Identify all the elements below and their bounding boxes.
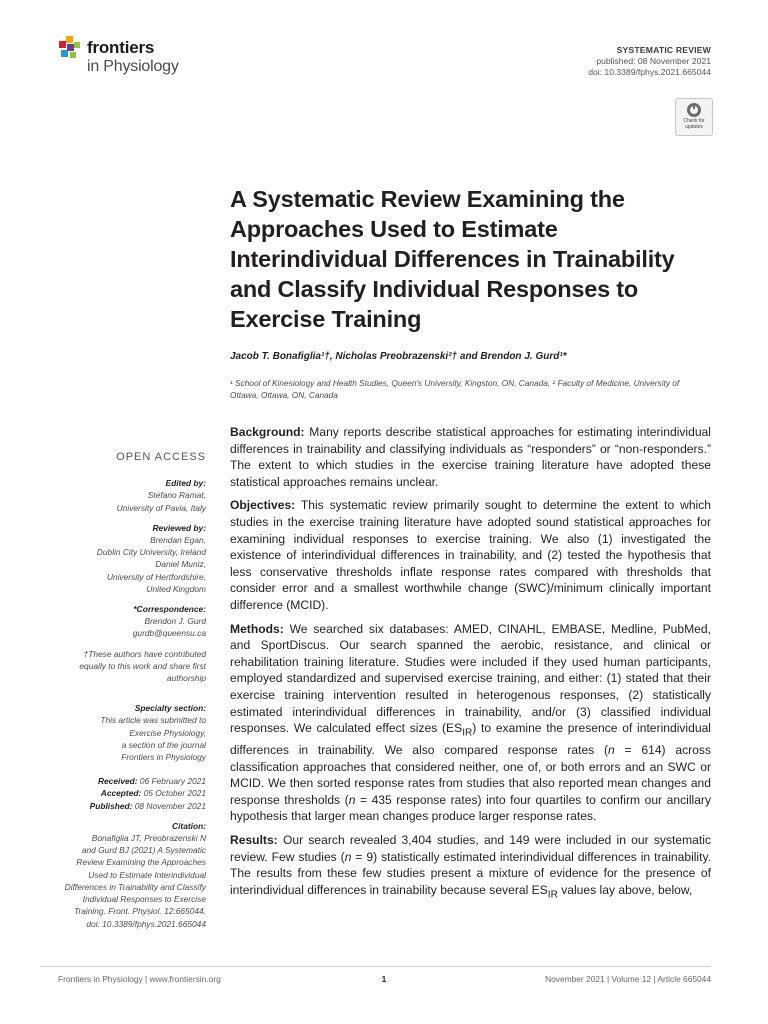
- specialty-line: Exercise Physiology,: [129, 727, 206, 738]
- doi-link[interactable]: doi: 10.3389/fphys.2021.665044: [588, 67, 711, 77]
- check-for-updates-badge[interactable]: [675, 98, 713, 136]
- article-header-meta: [588, 45, 711, 78]
- journal-name-line1: frontiers: [87, 38, 155, 57]
- methods-text: = 435 response rates) into four quartiles to confirm our ancillary hypothesis that larger mean changes produce larger response rates.: [230, 792, 711, 824]
- objectives-label: Objectives:: [230, 498, 296, 513]
- subscript: IR: [547, 889, 558, 901]
- correspondent-name: Brendon J. Gurd: [144, 616, 206, 627]
- citation-label: Citation:: [172, 820, 206, 831]
- note-line: authorship: [166, 673, 206, 684]
- citation-line: Used to Estimate Interindividual: [88, 869, 206, 880]
- abstract-methods: [230, 621, 711, 826]
- results-label: Results:: [230, 833, 278, 848]
- methods-text: = 614) across classification approaches that considered neither, one of, or both errors and an SWC or MCID. We then sorted response rates from studies that also reported mean changes and response thresholds (: [230, 743, 711, 807]
- reviewed-by-label: Reviewed by:: [152, 522, 206, 533]
- note-line: equally to this work and share first: [79, 660, 206, 671]
- correspondent-email[interactable]: gurdb@queensu.ca: [132, 628, 206, 639]
- specialty-label: Specialty section:: [134, 703, 206, 714]
- author-list: Jacob T. Bonafiglia¹†, Nicholas Preobrazenski²† and Brendon J. Gurd¹*: [230, 351, 567, 362]
- reviewer-line: Daniel Muniz,: [155, 559, 206, 570]
- specialty-line: This article was submitted to: [100, 715, 206, 726]
- edited-by-label: Edited by:: [165, 478, 206, 489]
- italic-n: n: [344, 849, 352, 864]
- received-date: 06 February 2021: [139, 776, 206, 787]
- methods-label: Methods:: [230, 621, 284, 636]
- contribution-note: [40, 648, 206, 685]
- footer-divider: [40, 966, 711, 967]
- correspondence-block: [40, 603, 206, 640]
- citation-line: Review Examining the Approaches: [76, 857, 206, 868]
- abstract-background: [230, 424, 711, 490]
- reviewed-by-block: [40, 522, 206, 595]
- abstract: [230, 424, 711, 911]
- received-label: Received:: [97, 776, 138, 787]
- citation-line: Individual Responses to Exercise: [82, 894, 206, 905]
- italic-n: n: [348, 792, 356, 807]
- methods-text: We searched six databases: AMED, CINAHL, EMBASE, Medline, PubMed, and SportDiscus. Our search spanned the aerobic, resistance, and clinical or rehabilitation training literature. Studies were included if they used human participants, employed standardized and supervised exercise training, and either: (1) stated that their exercise training intervention resulted in heterogenous responses, (2) statistically estimated interindividual differences in trainability, and/or (3) classified individual responses. We calculated effect sizes (ES: [230, 621, 711, 736]
- editor-line: University of Pavia, Italy: [116, 502, 206, 513]
- editor-line: Stefano Ramat,: [147, 490, 206, 501]
- accepted-label: Accepted:: [100, 788, 142, 799]
- results-text: values lay above, below,: [557, 882, 693, 897]
- reviewer-line: Dublin City University, Ireland: [96, 547, 206, 558]
- reviewer-line: University of Hertfordshire,: [106, 571, 206, 582]
- citation-block: [40, 820, 206, 930]
- article-info-sidebar: [40, 451, 206, 938]
- footer-issue-info: November 2021 | Volume 12 | Article 665044: [545, 974, 711, 984]
- citation-line: Differences in Trainability and Classify: [64, 881, 206, 892]
- affiliations: ¹ School of Kinesiology and Health Studies, Queen's University, Kingston, ON, Canada, ² Faculty of Medicine, University of Ottawa, Ottawa, ON, Canada: [230, 378, 680, 400]
- specialty-block: [40, 702, 206, 763]
- published-label: Published:: [89, 800, 133, 811]
- abstract-objectives: [230, 497, 711, 613]
- citation-line: Bonafiglia JT, Preobrazenski N: [91, 833, 206, 844]
- background-text: Many reports describe statistical approaches for estimating interindividual differences in trainability and classifying individuals as “responders” or “non-responders.” The extent to which studies in the exercise training literature have adopted these statistical approaches remains unclear.: [230, 425, 711, 489]
- results-text: = 9) statistically estimated interindividual differences in trainability. The results from these few studies present a mixture of evidence for the presence of interindividual differences in trainability because several ES: [230, 849, 711, 897]
- article-title: A Systematic Review Examining the Approaches Used to Estimate Interindividual Differences in Trainability and Classify Individual Responses to Exercise Training: [230, 186, 675, 332]
- specialty-line: Frontiers in Physiology: [121, 752, 206, 763]
- journal-logo: [58, 34, 208, 84]
- correspondence-label: *Correspondence:: [133, 604, 206, 615]
- footer-journal-link[interactable]: Frontiers in Physiology | www.frontiersin.org: [58, 974, 221, 984]
- subscript: IR: [462, 727, 473, 739]
- results-text: Our search revealed 3,404 studies, and 149 were included in our systematic review. Few studies (: [230, 833, 711, 864]
- frontiers-logo-icon: [58, 36, 82, 60]
- italic-n: n: [608, 743, 615, 758]
- open-access-label: OPEN ACCESS: [116, 451, 206, 463]
- note-line: †These authors have contributed: [83, 648, 206, 659]
- edited-by-block: [40, 477, 206, 514]
- article-type: SYSTEMATIC REVIEW: [616, 45, 711, 55]
- reviewer-line: United Kingdom: [146, 583, 206, 594]
- published-date-sidebar: 08 November 2021: [134, 800, 206, 811]
- background-label: Background:: [230, 425, 305, 439]
- citation-doi[interactable]: doi: 10.3389/fphys.2021.665044: [86, 918, 206, 929]
- reviewer-line: Brendan Egan,: [150, 535, 206, 546]
- citation-line: and Gurd BJ (2021) A Systematic: [81, 845, 206, 856]
- abstract-results: [230, 832, 711, 904]
- journal-name-line2: in Physiology: [87, 58, 179, 75]
- page-number: 1: [381, 974, 387, 984]
- dates-block: [40, 775, 206, 812]
- accepted-date: 05 October 2021: [143, 788, 206, 799]
- objectives-text: This systematic review primarily sought to determine the extent to which studies in the exercise training literature have adopted sound statistical approaches for examining individual responses to exercise training. We also (1) investigated the existence of interindividual differences in trainability, and (2) tested the hypothesis that less conservative thresholds inflate response rates compared with thresholds that consider error and a smallest worthwhile change (SWC)/minimum clinically important difference (MCID).: [230, 498, 711, 612]
- methods-text: ) to examine the presence of interindividual differences in trainability. We also compared response rates (: [230, 721, 711, 758]
- citation-line: Training. Front. Physiol. 12:665044.: [73, 906, 206, 917]
- specialty-line: a section of the journal: [121, 739, 206, 750]
- published-date: published: 08 November 2021: [596, 56, 711, 66]
- badge-label: Check for updates: [683, 118, 705, 130]
